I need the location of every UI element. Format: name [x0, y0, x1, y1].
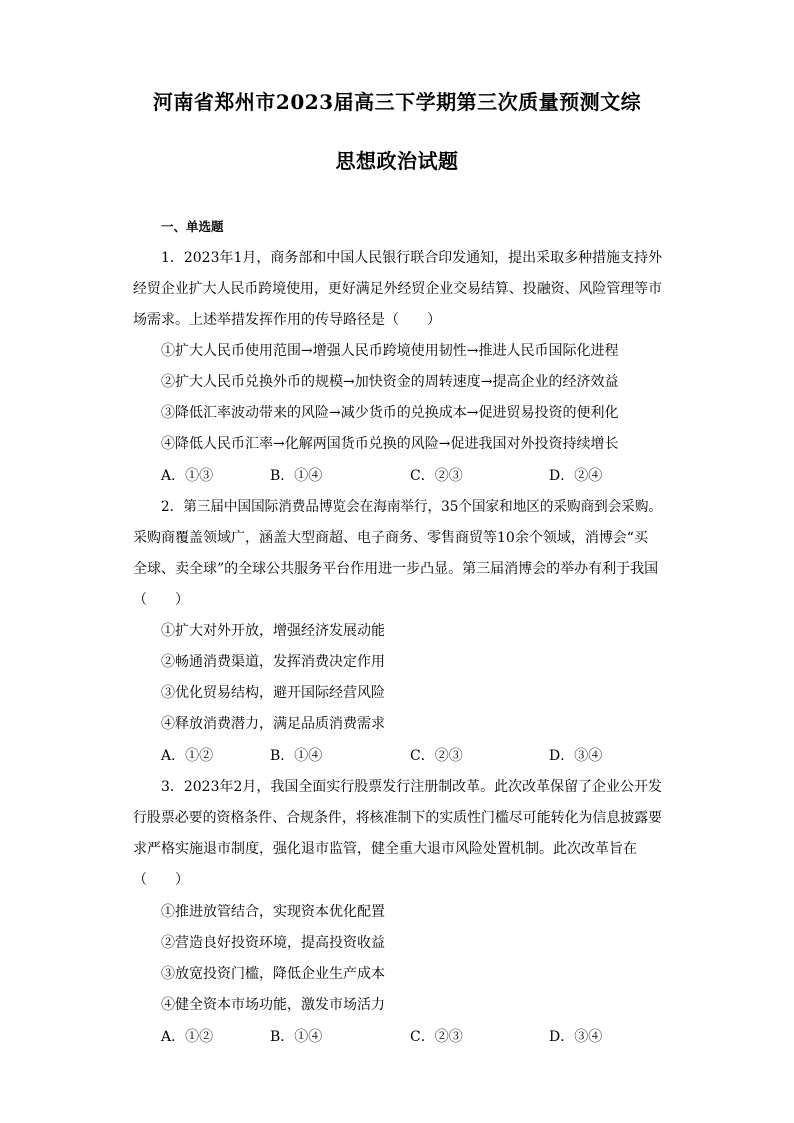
question-text-line: 场需求。上述举措发挥作用的传导路径是（ ） — [133, 312, 441, 328]
statement-option: ③放宽投资门槛，降低企业生产成本 — [161, 966, 385, 982]
answer-choice-b: B．①④ — [270, 748, 323, 764]
statement-option: ①推进放管结合，实现资本优化配置 — [161, 904, 385, 920]
answer-choice-d: D．②④ — [549, 468, 603, 484]
answer-choice-b: B．①④ — [270, 468, 323, 484]
question-text-line: 全球、卖全球”的全球公共服务平台作用进一步凸显。第三届消博会的举办有利于我国 — [133, 561, 659, 577]
statement-option: ①扩大人民币使用范围→增强人民币跨境使用韧性→推进人民币国际化进程 — [161, 343, 619, 359]
statement-option: ②扩大人民币兑换外币的规模→加快资金的周转速度→提高企业的经济效益 — [161, 374, 619, 390]
question-text-line: 求严格实施退市制度，强化退市监管，健全重大退市风险处置机制。此次改革旨在 — [133, 841, 637, 857]
question-text-line: 3．2023年2月，我国全面实行股票发行注册制改革。此次改革保留了企业公开发 — [161, 779, 663, 795]
answer-choice-d: D．③④ — [549, 1029, 603, 1045]
question-text-line: 经贸企业扩大人民币跨境使用，更好满足外经贸企业交易结算、投融资、风险管理等市 — [133, 281, 663, 297]
answer-choice-b: B．①④ — [270, 1029, 323, 1045]
question-text-line: （ ） — [133, 872, 189, 888]
title-line-1: 河南省郑州市2023届高三下学期第三次质量预测文综 — [152, 90, 642, 114]
answer-choice-a: A．①② — [161, 1029, 214, 1045]
statement-option: ③降低汇率波动带来的风险→减少货币的兑换成本→促进贸易投资的便利化 — [161, 405, 619, 421]
question-text-line: 采购商覆盖领域广，涵盖大型商超、电子商务、零售商贸等10余个领域，消博会“买 — [133, 530, 648, 546]
answer-choice-c: C．②③ — [410, 468, 463, 484]
question-text-line: 行股票必要的资格条件、合规条件，将核准制下的实质性门槛尽可能转化为信息披露要 — [133, 810, 663, 826]
statement-option: ②营造良好投资环境，提高投资收益 — [161, 935, 385, 951]
statement-option: ①扩大对外开放，增强经济发展动能 — [161, 623, 385, 639]
statement-option: ②畅通消费渠道，发挥消费决定作用 — [161, 654, 385, 670]
answer-choice-a: A．①② — [161, 748, 214, 764]
answer-choice-c: C．②③ — [410, 748, 463, 764]
statement-option: ④健全资本市场功能，激发市场活力 — [161, 997, 385, 1013]
section-heading: 一、单选题 — [161, 219, 224, 234]
question-text-line: （ ） — [133, 592, 189, 608]
question-text-line: 1．2023年1月，商务部和中国人民银行联合印发通知，提出采取多种措施支持外 — [161, 250, 663, 266]
answer-choice-a: A．①③ — [161, 468, 214, 484]
answer-choice-c: C．②③ — [410, 1029, 463, 1045]
question-text-line: 2．第三届中国国际消费品博览会在海南举行，35个国家和地区的采购商到会采购。 — [161, 499, 663, 515]
answer-choice-d: D．③④ — [549, 748, 603, 764]
statement-option: ④释放消费潜力，满足品质消费需求 — [161, 716, 385, 732]
title-line-2: 思想政治试题 — [335, 149, 459, 173]
statement-option: ③优化贸易结构，避开国际经营风险 — [161, 685, 385, 701]
statement-option: ④降低人民币汇率→化解两国货币兑换的风险→促进我国对外投资持续增长 — [161, 436, 619, 452]
